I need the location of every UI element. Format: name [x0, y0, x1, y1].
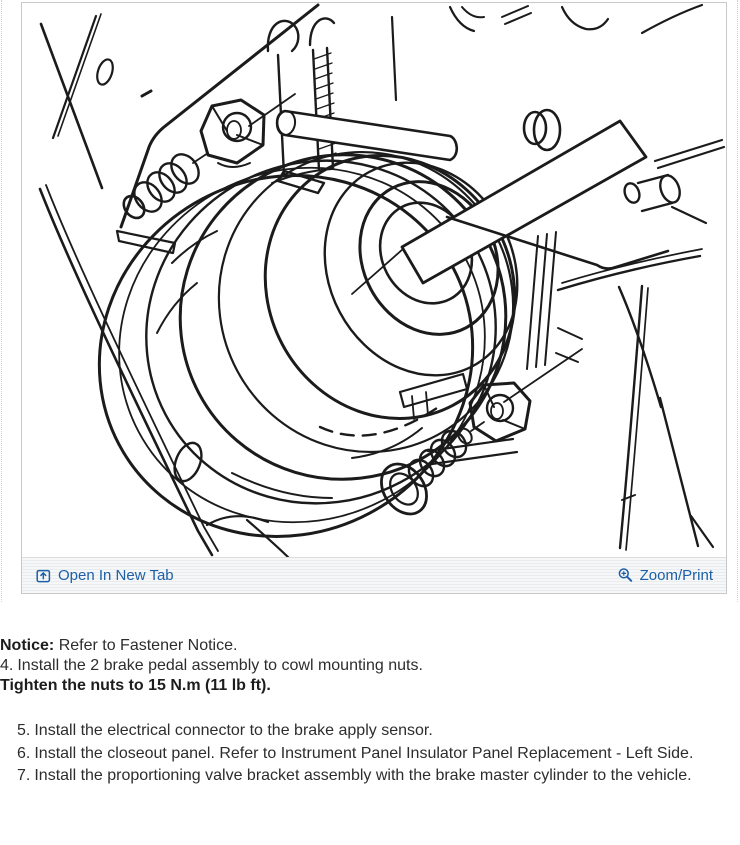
steps-5-7: [17, 720, 740, 788]
open-in-new-tab-label: Open In New Tab: [58, 567, 174, 584]
step-5-text: Install the electrical connector to the brake apply sensor.: [34, 722, 433, 739]
figure-footer-bar: [22, 557, 726, 593]
step-6-text: Install the closeout panel. Refer to Instrument Panel Insulator Panel Replacement - Left Side.: [34, 744, 694, 762]
page-left-edge-rule: [1, 0, 2, 602]
open-in-new-tab-link[interactable]: [35, 567, 174, 584]
page-right-edge-rule: [737, 0, 738, 602]
zoom-print-icon: [617, 567, 634, 584]
step-4-number: 4.: [0, 657, 14, 674]
notice-text: Refer to Fastener Notice.: [58, 637, 238, 654]
step-6-number: 6.: [17, 744, 31, 762]
mounting-nut-lower-right: [372, 349, 582, 523]
step-5-number: 5.: [17, 722, 31, 739]
brake-booster-diagram: [22, 3, 726, 558]
cap-stud-top-right: [524, 110, 560, 150]
fastener-notice: [0, 636, 740, 656]
open-in-new-tab-icon: [35, 567, 52, 584]
notice-label: Notice:: [0, 637, 55, 654]
step-5: [17, 720, 740, 743]
top-edge-fragments: [450, 5, 702, 33]
zoom-print-label: Zoom/Print: [639, 567, 713, 584]
cowl-panel-lines-top-left: [40, 14, 218, 555]
instruction-text: [0, 636, 740, 788]
zoom-print-link[interactable]: [617, 567, 713, 584]
step-7: [17, 765, 740, 788]
step-6: [17, 743, 740, 766]
brake-booster-rings: [36, 97, 566, 558]
step-4: [0, 656, 740, 676]
step-7-number: 7.: [17, 767, 31, 784]
figure-viewer: [21, 2, 727, 594]
step-4-text: Install the 2 brake pedal assembly to cowl mounting nuts.: [17, 657, 423, 674]
step-7-text: Install the proportioning valve bracket assembly with the brake master cylinder to the vehicle.: [34, 767, 692, 784]
tighten-note: Tighten the nuts to 15 N.m (11 lb ft).: [0, 677, 271, 694]
